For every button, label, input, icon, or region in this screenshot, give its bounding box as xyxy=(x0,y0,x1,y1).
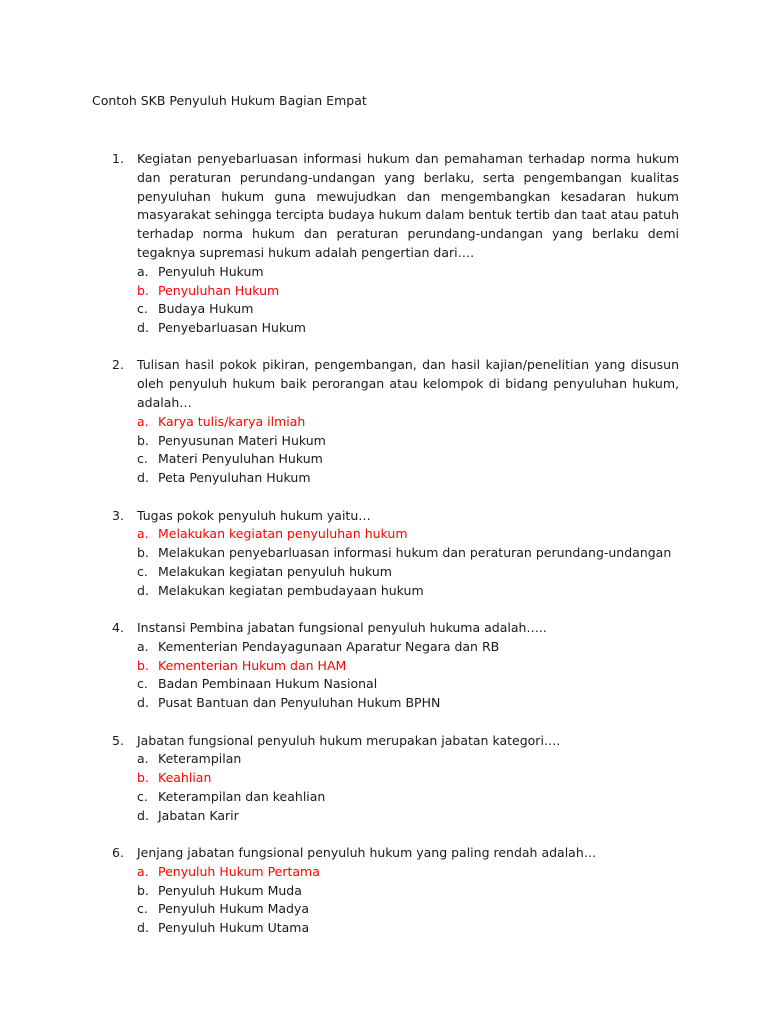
option-list xyxy=(137,263,679,338)
option-text: Penyuluh Hukum Pertama xyxy=(158,863,320,879)
option-list xyxy=(137,863,679,938)
option-text: Keterampilan dan keahlian xyxy=(158,788,326,804)
answer-option xyxy=(137,582,679,601)
option-letter: a. xyxy=(137,526,149,542)
option-list xyxy=(137,525,679,600)
answer-option xyxy=(137,563,679,582)
option-text: Penyuluh Hukum Utama xyxy=(158,920,310,936)
question-list xyxy=(112,150,679,956)
answer-option xyxy=(137,525,679,544)
answer-option xyxy=(137,694,679,713)
question-number: 2. xyxy=(112,357,124,373)
option-letter: d. xyxy=(137,320,149,336)
option-letter: b. xyxy=(137,770,149,786)
option-text: Melakukan kegiatan pembudayaan hukum xyxy=(158,582,424,598)
option-text: Materi Penyuluhan Hukum xyxy=(158,451,323,467)
option-text: Penyuluh Hukum Madya xyxy=(158,901,310,917)
question-item xyxy=(112,507,679,601)
option-text: Karya tulis/karya ilmiah xyxy=(158,413,306,429)
page-title: Contoh SKB Penyuluh Hukum Bagian Empat xyxy=(92,93,367,108)
option-letter: c. xyxy=(137,451,148,467)
option-text: Keahlian xyxy=(158,770,212,786)
answer-option xyxy=(137,432,679,451)
option-text: Jabatan Karir xyxy=(158,807,239,823)
answer-option xyxy=(137,750,679,769)
question-text: Tulisan hasil pokok pikiran, pengembangan, dan hasil kajian/penelitian yang disusun oleh penyuluh hukum baik perorangan atau kelompok di bidang penyuluhan hukum, adalah… xyxy=(137,357,679,411)
answer-option xyxy=(137,469,679,488)
option-letter: b. xyxy=(137,432,149,448)
option-letter: c. xyxy=(137,301,148,317)
question-number: 4. xyxy=(112,620,124,636)
option-letter: a. xyxy=(137,413,149,429)
option-letter: d. xyxy=(137,582,149,598)
question-number: 3. xyxy=(112,507,124,523)
option-letter: d. xyxy=(137,695,149,711)
question-text: Tugas pokok penyuluh hukum yaitu… xyxy=(137,507,371,523)
option-letter: d. xyxy=(137,920,149,936)
option-letter: b. xyxy=(137,882,149,898)
answer-option xyxy=(137,263,679,282)
question-text: Instansi Pembina jabatan fungsional penyuluh hukuma adalah….. xyxy=(137,620,547,636)
option-letter: c. xyxy=(137,676,148,692)
option-text: Penyuluh Hukum Muda xyxy=(158,882,302,898)
answer-option xyxy=(137,882,679,901)
option-text: Penyusunan Materi Hukum xyxy=(158,432,326,448)
option-text: Keterampilan xyxy=(158,751,242,767)
option-text: Penyebarluasan Hukum xyxy=(158,320,306,336)
question-item xyxy=(112,844,679,938)
option-text: Melakukan penyebarluasan informasi hukum dan peraturan perundang-undangan xyxy=(158,545,672,561)
option-list xyxy=(137,750,679,825)
option-text: Peta Penyuluhan Hukum xyxy=(158,470,311,486)
option-text: Melakukan kegiatan penyuluhan hukum xyxy=(158,526,408,542)
option-letter: c. xyxy=(137,563,148,579)
answer-option xyxy=(137,319,679,338)
option-list xyxy=(137,638,679,713)
question-number: 6. xyxy=(112,845,124,860)
answer-option xyxy=(137,900,679,919)
answer-option xyxy=(137,282,679,301)
option-letter: b. xyxy=(137,282,149,298)
option-letter: c. xyxy=(137,788,148,804)
option-letter: a. xyxy=(137,638,149,654)
question-number: 5. xyxy=(112,732,124,748)
option-letter: c. xyxy=(137,901,148,917)
question-text: Kegiatan penyebarluasan informasi hukum dan pemahaman terhadap norma hukum dan peraturan perundang-undangan yang berlaku, serta pengembangan kualitas penyuluhan hukum guna mewujudkan dan mengembangkan kesadaran hukum masyarakat sehingga tercipta budaya hukum dalam bentuk tertib dan taat atau patuh terhadap norma hukum dan peraturan perundang-undangan yang berlaku demi tegaknya supremasi hukum adalah pengertian dari…. xyxy=(137,151,679,260)
answer-option xyxy=(137,657,679,676)
option-text: Melakukan kegiatan penyuluh hukum xyxy=(158,563,392,579)
question-item xyxy=(112,150,679,338)
answer-option xyxy=(137,675,679,694)
option-text: Pusat Bantuan dan Penyuluhan Hukum BPHN xyxy=(158,695,441,711)
option-list xyxy=(137,413,679,488)
answer-option xyxy=(137,863,679,882)
option-letter: d. xyxy=(137,807,149,823)
question-text: Jabatan fungsional penyuluh hukum merupakan jabatan kategori…. xyxy=(137,732,561,748)
question-number: 1. xyxy=(112,151,124,166)
option-letter: a. xyxy=(137,263,149,279)
option-letter: a. xyxy=(137,863,149,879)
option-text: Penyuluh Hukum xyxy=(158,263,264,279)
option-letter: b. xyxy=(137,657,149,673)
question-text: Jenjang jabatan fungsional penyuluh hukum yang paling rendah adalah… xyxy=(137,845,597,860)
answer-option xyxy=(137,919,679,938)
option-letter: b. xyxy=(137,545,149,561)
answer-option xyxy=(137,413,679,432)
option-text: Badan Pembinaan Hukum Nasional xyxy=(158,676,378,692)
answer-option xyxy=(137,300,679,319)
answer-option xyxy=(137,788,679,807)
question-item xyxy=(112,732,679,826)
question-item xyxy=(112,356,679,488)
question-item xyxy=(112,619,679,713)
option-text: Budaya Hukum xyxy=(158,301,254,317)
option-text: Kementerian Hukum dan HAM xyxy=(158,657,347,673)
option-text: Penyuluhan Hukum xyxy=(158,282,280,298)
option-letter: a. xyxy=(137,751,149,767)
option-text: Kementerian Pendayagunaan Aparatur Negara dan RB xyxy=(158,638,500,654)
answer-option xyxy=(137,450,679,469)
answer-option xyxy=(137,769,679,788)
answer-option xyxy=(137,638,679,657)
option-letter: d. xyxy=(137,470,149,486)
answer-option xyxy=(137,807,679,826)
answer-option xyxy=(137,544,679,563)
